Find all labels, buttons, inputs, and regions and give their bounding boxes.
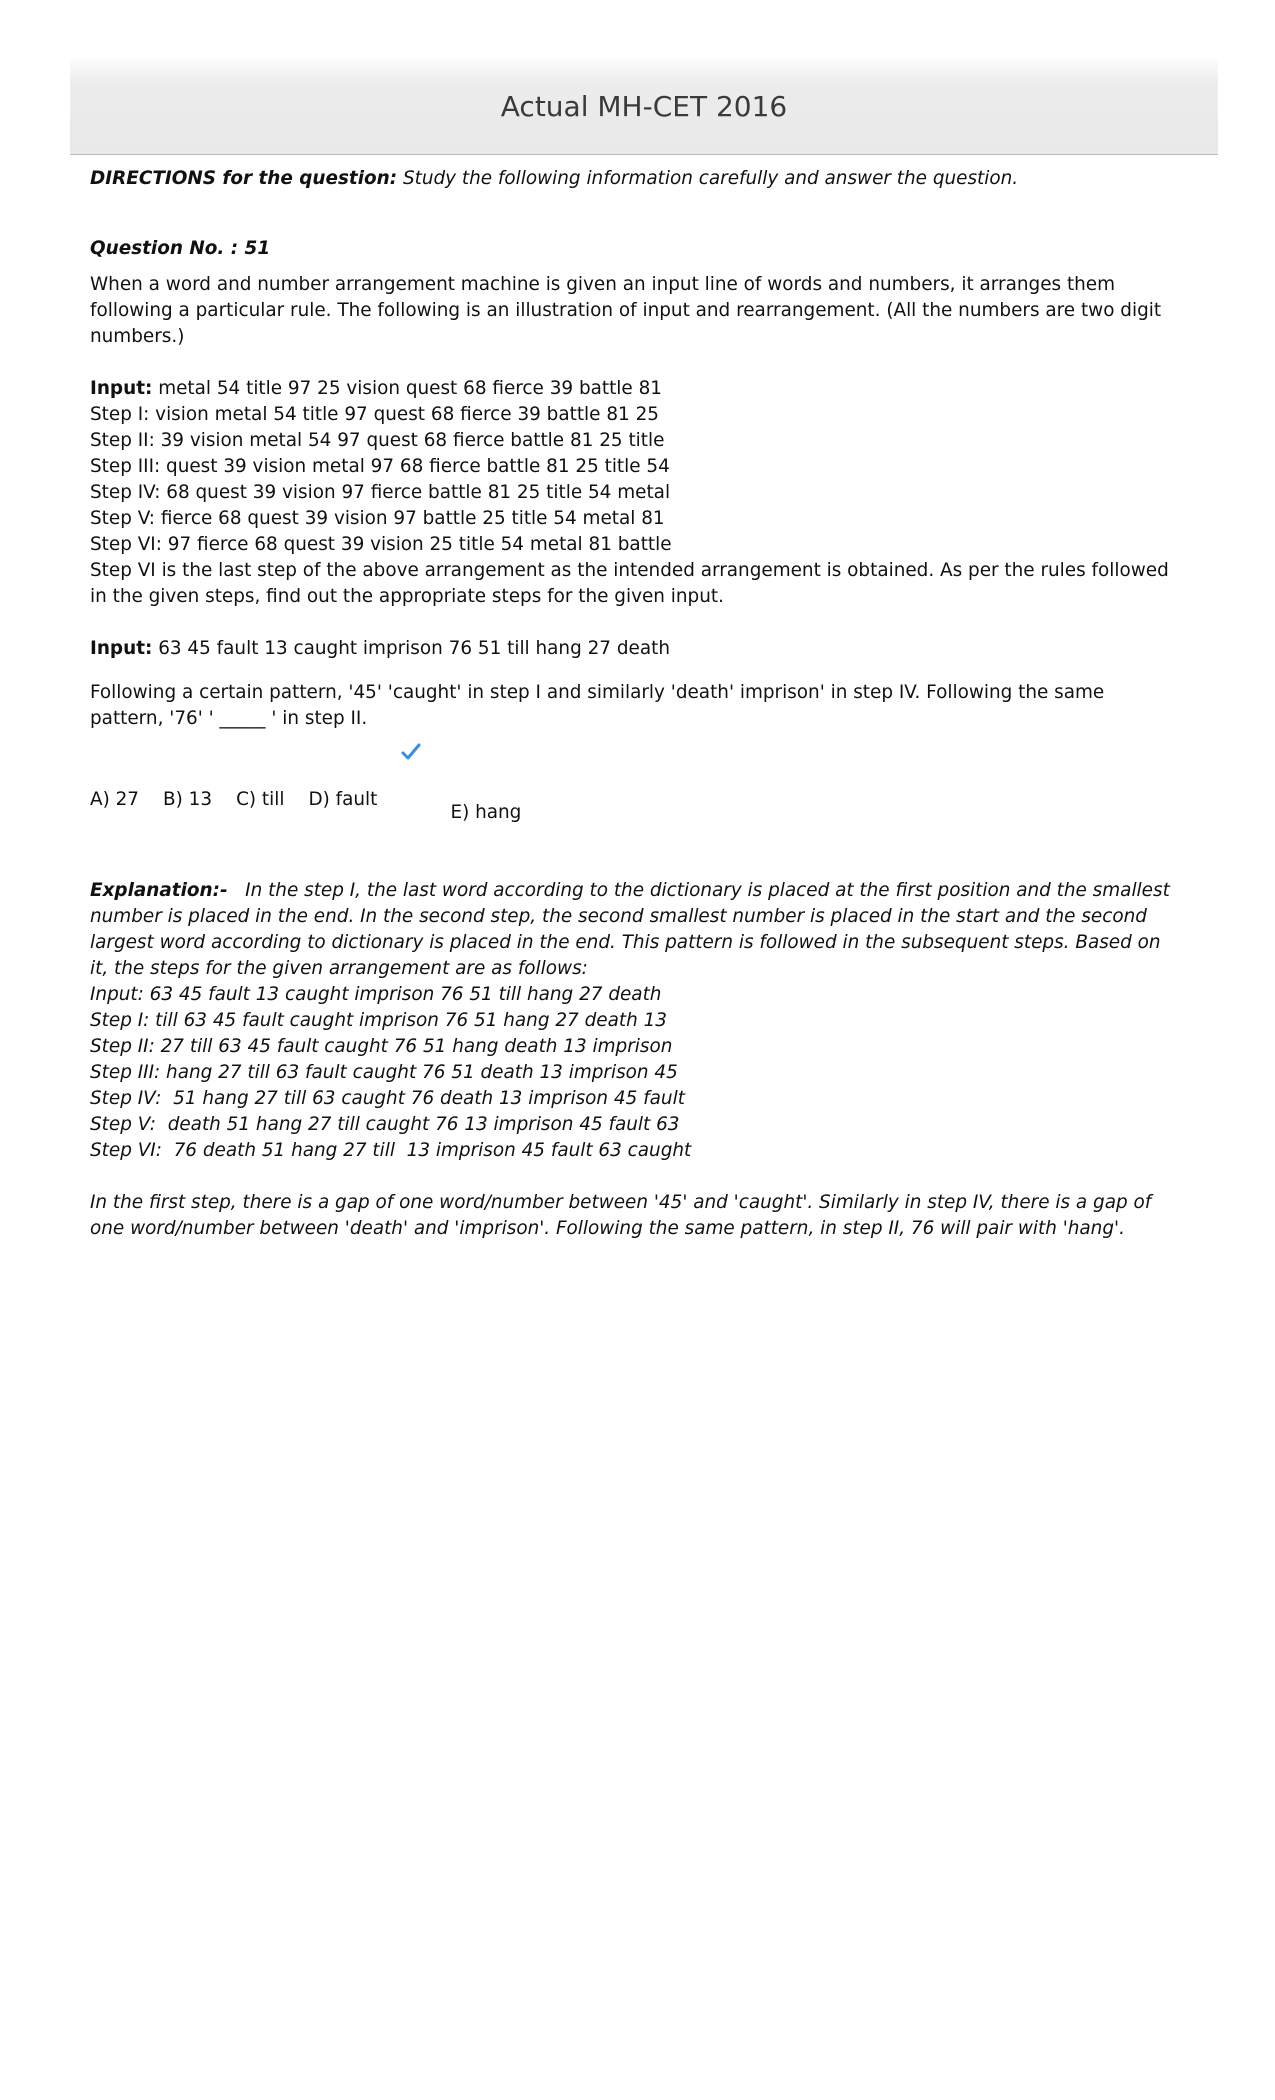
example-step: Step VI: 97 fierce 68 quest 39 vision 25 title 54 metal 81 battle [90, 534, 672, 555]
explanation-step: Step VI: 76 death 51 hang 27 till 13 imprison 45 fault 63 caught [90, 1140, 692, 1161]
question-number: Question No. : 51 [90, 238, 271, 259]
page-title: Actual MH-CET 2016 [500, 90, 788, 123]
example-step: Step IV: 68 quest 39 vision 97 fierce battle 81 25 title 54 metal [90, 482, 671, 503]
rule-note: Step VI is the last step of the above arrangement as the intended arrangement is obtained. As per the rules followed in the given steps, find out the appropriate steps for the given input. [90, 560, 1169, 607]
given-input-label: Input: [90, 638, 153, 659]
answer-options [90, 748, 1180, 852]
explanation-step: Step V: death 51 hang 27 till caught 76 13 imprison 45 fault 63 [90, 1114, 680, 1135]
explanation-step: Step III: hang 27 till 63 fault caught 76 51 death 13 imprison 45 [90, 1062, 678, 1083]
option-e-label: E) hang [450, 802, 522, 823]
explanation-text: In the step I, the last word according to the dictionary is placed at the first position and the smallest number is placed in the end. In the second step, the second smallest number is placed in the start and the second largest word according to dictionary is placed in the end. This pattern is followed in the subsequent steps. Based on it, the steps for the given arrangement are as follows: [90, 880, 1176, 979]
explanation-step: Step II: 27 till 63 45 fault caught 76 51 hang death 13 imprison [90, 1036, 673, 1057]
pattern-question: Following a certain pattern, '45' 'caught' in step I and similarly 'death' imprison' in step IV. Following the same pattern, '76' ' _____ ' in step II. [90, 682, 1105, 729]
explanation-steps [90, 982, 1180, 1164]
explanation-step: Input: 63 45 fault 13 caught imprison 76 51 till hang 27 death [90, 984, 662, 1005]
question-intro: When a word and number arrangement machine is given an input line of words and numbers, it arranges them following a particular rule. The following is an illustration of input and rearrangement. (All the numbers are two digit numbers.) [90, 274, 1162, 347]
option-e-correct[interactable] [415, 748, 521, 852]
directions [90, 166, 1180, 192]
option-a[interactable]: A) 27 [90, 789, 140, 810]
example-step: Step III: quest 39 vision metal 97 68 fierce battle 81 25 title 54 [90, 456, 670, 477]
explanation-label: Explanation:- [90, 880, 228, 901]
example-step: Step II: 39 vision metal 54 97 quest 68 fierce battle 81 25 title [90, 430, 665, 451]
example-step: Step V: fierce 68 quest 39 vision 97 battle 25 title 54 metal 81 [90, 508, 665, 529]
explanation-step: Step IV: 51 hang 27 till 63 caught 76 death 13 imprison 45 fault [90, 1088, 685, 1109]
question-content [90, 166, 1180, 1242]
directions-text: Study the following information carefully and answer the question. [397, 168, 1019, 189]
option-c[interactable]: C) till [236, 789, 285, 810]
directions-label: DIRECTIONS for the question: [90, 168, 398, 189]
example-block [90, 376, 1180, 610]
given-input: Input: 63 45 fault 13 caught imprison 76 51 till hang 27 death [90, 638, 670, 659]
option-b[interactable]: B) 13 [163, 789, 213, 810]
example-step: Step I: vision metal 54 title 97 quest 68 fierce 39 battle 81 25 [90, 404, 659, 425]
checkmark-icon [401, 742, 421, 762]
option-d[interactable]: D) fault [308, 789, 378, 810]
example-input: Input: metal 54 title 97 25 vision quest 68 fierce 39 battle 81 [90, 378, 662, 399]
explanation-conclusion: In the first step, there is a gap of one word/number between '45' and 'caught'. Similarly in step IV, there is a gap of one word/number between 'death' and 'imprison'. Following the same pattern, in step II, 76 will pair with 'hang'. [90, 1192, 1152, 1239]
explanation [90, 878, 1180, 982]
example-input-label: Input: [90, 378, 153, 399]
explanation-step: Step I: till 63 45 fault caught imprison 76 51 hang 27 death 13 [90, 1010, 667, 1031]
page-header [70, 56, 1218, 155]
